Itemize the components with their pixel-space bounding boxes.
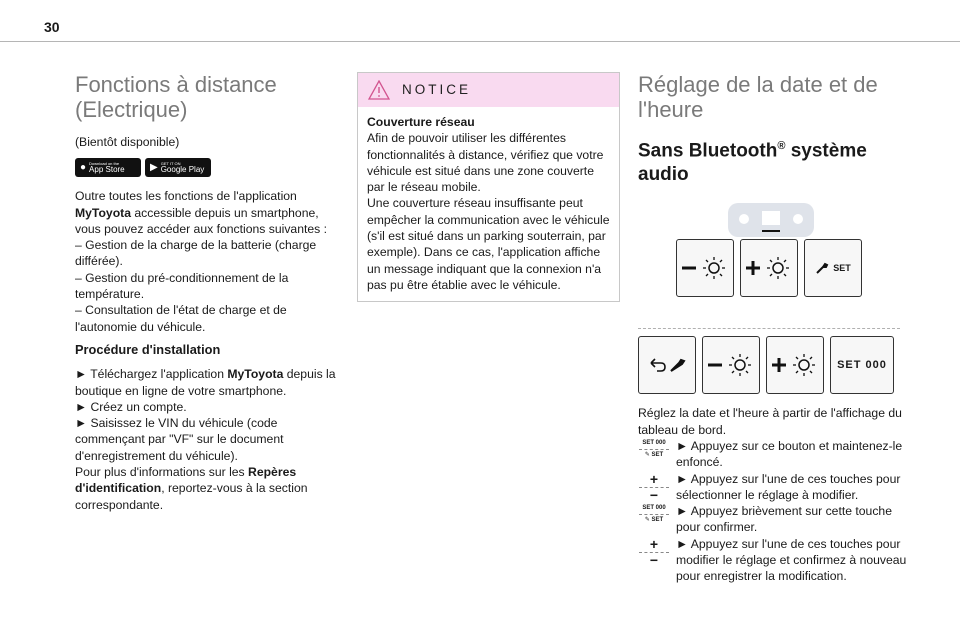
intro-text: Outre toutes les fonctions de l'application [75,189,297,204]
plus-sun-icon [770,353,820,377]
dashboard-panel-graphic [728,203,814,237]
date-time-intro: Réglez la date et l'heure à partir de l'affichage du tableau de bord. [638,406,902,437]
mini-set-label: SET [642,439,654,446]
install-step: ► Saisissez le VIN du véhicule (code commençant par "VF" sur le document d'enregistrement du véhicule). [75,416,284,463]
brightness-plus-key[interactable] [740,239,798,297]
mini-zeros-label: 000 [655,505,666,512]
mini-set-label: SET [651,451,664,458]
feature-item: – Gestion de la charge de la batterie (charge différée). [75,238,317,269]
plus-minus-icon: + − [638,471,670,500]
title-line-1: Fonctions à distance [75,72,277,97]
back-wrench-key[interactable] [638,336,696,394]
install-heading: Procédure d'installation [75,341,221,357]
set-000-label: SET 000 [837,359,887,372]
google-play-icon: ▶ [150,161,158,173]
install-step: ► Créez un compte. [75,399,187,414]
panel-icon [728,203,814,237]
step-row [638,503,910,536]
step-text: ► Appuyez sur l'une de ces touches pour modifier le réglage et confirmez à nouveau pour enregistrer la modification. [676,536,907,584]
divider-dashed [638,328,900,329]
no-bluetooth-heading [638,134,910,187]
app-name: MyToyota [75,205,131,220]
app-store-label: App Store [89,164,125,174]
set-000-key[interactable] [830,336,894,394]
step-text: ► Appuyez brièvement sur cette touche pour confirmer. [676,504,892,535]
google-play-label: Google Play [160,164,205,174]
set-label: SET [833,263,851,274]
mini-divider [639,514,669,515]
minus-sun-icon [706,353,756,377]
step-text-end: depuis la boutique en ligne de votre smartphone. [75,367,336,398]
step-text: ► Appuyez sur l'une de ces touches pour sélectionner le réglage à modifier. [676,471,901,502]
brightness-minus-key[interactable] [676,239,734,297]
info-link-text: Repères d'identification [75,465,297,496]
apple-icon: ● [80,161,87,173]
google-play-badge[interactable] [145,158,211,177]
plus-sun-icon [744,256,794,280]
minus-sun-icon [680,256,730,280]
intro-text-end: accessible depuis un smartphone, vous pouvez accéder aux fonctions suivantes : [75,205,328,236]
right-column [638,72,910,585]
sub-heading-text: Sans Bluetooth [638,140,778,162]
info-text-end: , reportez-vous à la section correspondante. [75,481,308,512]
left-column [75,72,343,513]
feature-item: – Consultation de l'état de charge et de l'autonomie du véhicule. [75,303,287,334]
brightness-plus-key-2[interactable] [766,336,824,394]
control-panel-illustration [638,203,910,393]
mini-set-label: SET [642,505,654,512]
notice-box [357,72,620,302]
app-store-badge[interactable] [75,158,141,177]
mini-zeros-label: 000 [655,439,666,446]
step-row [638,536,910,585]
title-line-1: Réglage de la date et de [638,72,878,97]
notice-header [358,73,619,107]
mini-divider [639,449,669,450]
feature-item: – Gestion du pré-conditionnement de la température. [75,270,289,302]
sub-heading-text-end: système audio [638,140,867,186]
warning-triangle-icon [368,80,390,100]
header-rule [0,41,960,42]
mini-set-label: SET [651,517,664,524]
store-badges [75,158,343,177]
info-paragraph [75,464,343,513]
app-store-small-text: Download on the [89,160,120,166]
availability-note: (Bientôt disponible) [75,135,180,149]
return-wrench-icon [647,355,687,375]
date-time-title [638,72,910,122]
wrench-icon [815,261,829,275]
wrench-set-key[interactable] [804,239,862,297]
notice-body [358,107,619,301]
google-play-small-text: GET IT ON [160,160,181,166]
title-line-2: (Electrique) [75,97,188,122]
brightness-minus-key-2[interactable] [702,336,760,394]
remote-functions-title [75,72,343,122]
title-line-2: l'heure [638,97,704,122]
registered-mark: ® [777,140,786,152]
step-text: ► Appuyez sur ce bouton et maintenez-le enfoncé. [676,438,903,470]
app-name: MyToyota [227,367,284,382]
intro-paragraph [75,188,343,237]
page-number: 30 [44,19,60,35]
notice-text: Afin de pouvoir utiliser les différentes fonctionnalités à distance, vérifiez que votre véhicule est situé dans une zone couverte par le réseau mobile. Une couverture réseau insuffisante peut empêcher la communication avec le véhicule (s'il est situé dans un parking souterrain, par exemple). Dans ce cas, l'application affiche un message indiquant que la connexion n'a pas pu être établie avec le véhicule. [367,131,610,292]
notice-label: NOTICE [402,81,472,97]
plus-minus-icon: + − [638,536,670,565]
step-row [638,471,910,504]
notice-heading: Couverture réseau [367,115,475,129]
step-text: ► Téléchargez l'application [75,367,228,382]
notice-column [357,72,620,302]
set-000-icon: SET 000 ✎ SET [638,438,670,459]
install-step [75,366,343,399]
set-000-icon: SET 000 ✎ SET [638,503,670,524]
info-text: Pour plus d'informations sur les [75,465,249,480]
step-row [638,438,910,471]
